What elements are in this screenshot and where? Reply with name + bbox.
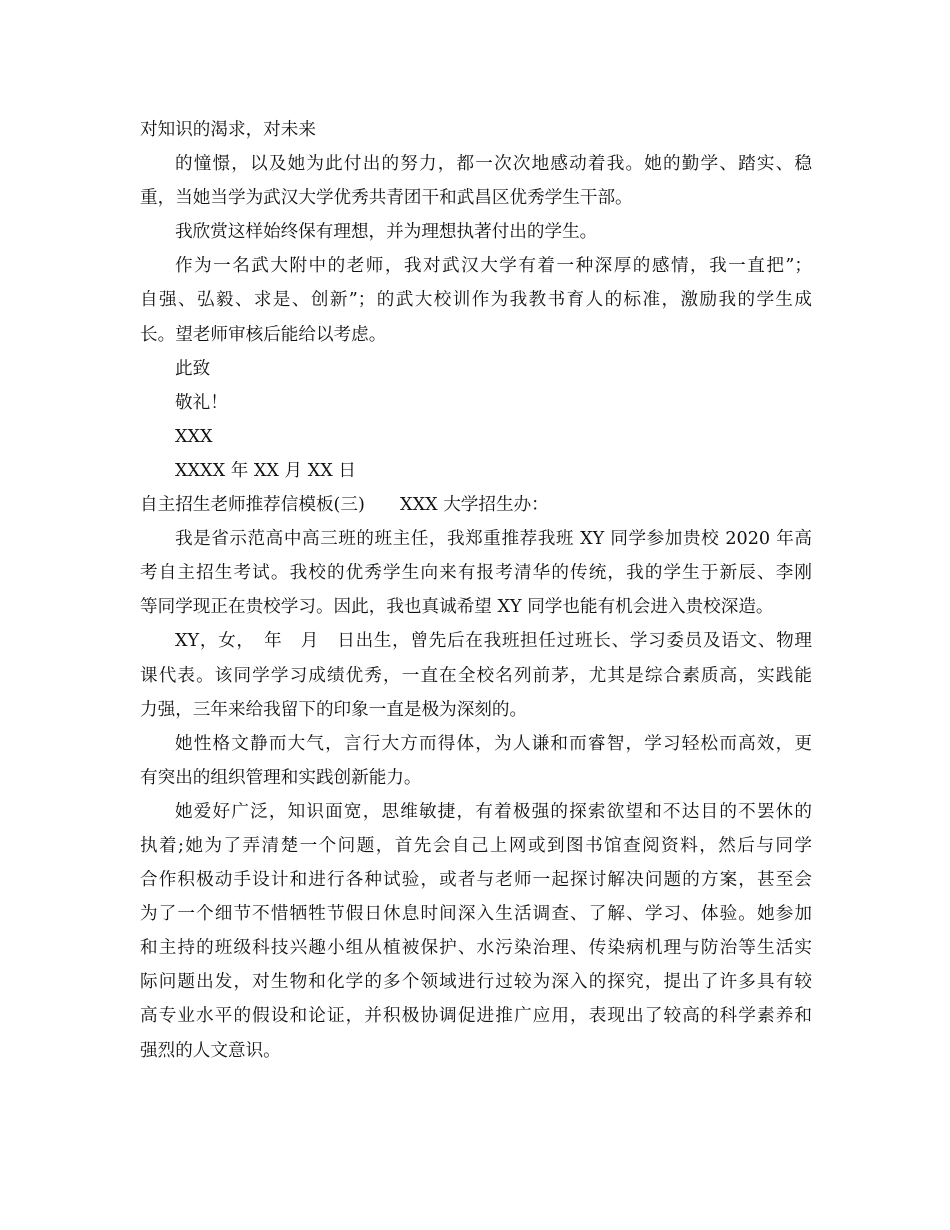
- text-line: 高专业水平的假设和论证，并积极协调促进推广应用，表现出了较高的科学素养和: [140, 1006, 812, 1027]
- text-line: 为了一个细节不惜牺牲节假日休息时间深入生活调查、了解、学习、体验。她参加: [140, 904, 812, 925]
- text-line: 和主持的班级科技兴趣小组从植被保护、水污染治理、传染病机理与防治等生活实: [140, 938, 812, 959]
- text-line: 等同学现正在贵校学习。因此，我也真诚希望 XY 同学也能有机会进入贵校深造。: [140, 597, 774, 618]
- text-line: 考自主招生考试。我校的优秀学生向来有报考清华的传统，我的学生于新辰、李刚: [140, 563, 812, 584]
- text-line: 作为一名武大附中的老师，我对武汉大学有着一种深厚的感情，我一直把”；: [175, 256, 812, 277]
- text-line: 合作积极动手设计和进行各种试验，或者与老师一起探讨解决问题的方案，甚至会: [140, 870, 812, 891]
- text-line: 的憧憬，以及她为此付出的努力，都一次次地感动着我。她的勤学、踏实、稳: [175, 154, 812, 175]
- text-line: 有突出的组织管理和实践创新能力。: [140, 767, 422, 788]
- text-line: 对知识的渴求，对未来: [140, 120, 316, 140]
- text-line: 我是省示范高中高三班的班主任，我郑重推荐我班 XY 同学参加贵校 2020 年高: [175, 529, 812, 550]
- closing-line: 此致: [175, 358, 211, 379]
- signature-name: XXX: [175, 426, 213, 447]
- text-line: 重，当她当学为武汉大学优秀共青团干和武昌区优秀学生干部。: [140, 188, 633, 209]
- section-heading: 自主招生老师推荐信模板(三) XXX 大学招生办：: [140, 495, 549, 516]
- text-line: 她爱好广泛，知识面宽，思维敏捷，有着极强的探索欲望和不达目的不罢休的: [175, 801, 812, 822]
- text-line: 长。望老师审核后能给以考虑。: [140, 324, 387, 345]
- closing-line: 敬礼！: [175, 392, 228, 413]
- text-line: 课代表。该同学学习成绩优秀，一直在全校名列前茅，尤其是综合素质高，实践能: [140, 665, 812, 686]
- text-line: XY，女， 年 月 日出生，曾先后在我班担任过班长、学习委员及语文、物理: [175, 631, 812, 652]
- text-line: 际问题出发，对生物和化学的多个领域进行过较为深入的探究，提出了许多具有较: [140, 972, 812, 993]
- text-line: 自强、弘毅、求是、创新”；的武大校训作为我教书育人的标准，激励我的学生成: [140, 290, 812, 311]
- text-line: 力强，三年来给我留下的印象一直是极为深刻的。: [140, 699, 528, 720]
- text-line: 她性格文静而大气，言行大方而得体，为人谦和而睿智，学习轻松而高效，更: [175, 733, 812, 754]
- text-line: 我欣赏这样始终保有理想，并为理想执著付出的学生。: [175, 222, 598, 243]
- document-page: [140, 113, 812, 1068]
- text-line: 执着;她为了弄清楚一个问题，首先会自己上网或到图书馆查阅资料，然后与同学: [140, 835, 812, 856]
- text-line: 强烈的人文意识。: [140, 1040, 281, 1061]
- signature-date: XXXX 年 XX 月 XX 日: [175, 460, 356, 481]
